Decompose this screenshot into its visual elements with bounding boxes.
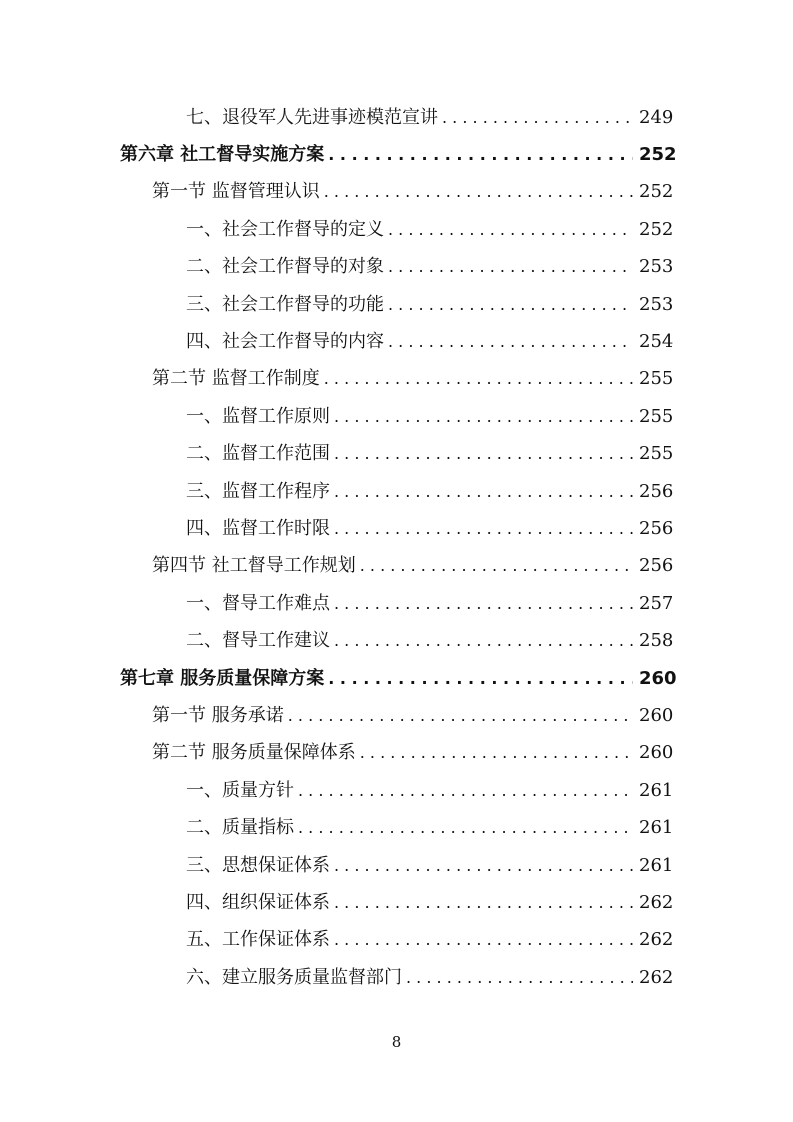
- toc-entry-title: 第二节 监督工作制度: [152, 368, 320, 390]
- toc-entry-title: 第四节 社工督导工作规划: [152, 555, 356, 577]
- toc-entry-title: 二、督导工作建议: [186, 630, 330, 652]
- toc-entry-page: 256: [639, 480, 674, 502]
- toc-entry[interactable]: [0, 585, 793, 622]
- toc-entry-page: 255: [639, 443, 674, 465]
- toc-entry-page: 262: [639, 891, 674, 913]
- toc-entry-title: 一、质量方针: [186, 779, 294, 801]
- toc-entry-page: 260: [639, 742, 674, 764]
- toc-entry-page: 261: [639, 854, 674, 876]
- toc-entry[interactable]: [0, 249, 793, 286]
- toc-section[interactable]: [0, 361, 793, 398]
- dot-leader: [360, 558, 633, 574]
- toc-entry-page: 255: [639, 405, 674, 427]
- toc-entry[interactable]: [0, 323, 793, 360]
- toc-entry[interactable]: [0, 809, 793, 846]
- toc-entry[interactable]: [0, 99, 793, 136]
- dot-leader: [288, 708, 633, 724]
- dot-leader: [334, 895, 633, 911]
- toc-entry-title: 三、思想保证体系: [186, 854, 330, 876]
- dot-leader: [298, 820, 633, 836]
- toc-entry-title: 第六章 社工督导实施方案: [120, 144, 325, 166]
- dot-leader: [298, 783, 633, 799]
- toc-entry-page: 260: [639, 704, 674, 726]
- toc-entry[interactable]: [0, 622, 793, 659]
- dot-leader: [334, 521, 633, 537]
- toc-entry-page: 260: [639, 667, 677, 689]
- dot-leader: [388, 297, 633, 313]
- toc-entry-page: 258: [639, 630, 674, 652]
- dot-leader: [388, 222, 633, 238]
- dot-leader: [442, 110, 633, 126]
- toc-entry-page: 253: [639, 256, 674, 278]
- toc-entry-page: 262: [639, 929, 674, 951]
- toc-entry-title: 第七章 服务质量保障方案: [120, 667, 325, 689]
- toc-entry[interactable]: [0, 510, 793, 547]
- toc-entry-page: 256: [639, 555, 674, 577]
- toc-entry-page: 257: [639, 592, 674, 614]
- dot-leader: [360, 745, 633, 761]
- toc-entry[interactable]: [0, 436, 793, 473]
- toc-entry[interactable]: [0, 922, 793, 959]
- dot-leader: [328, 147, 633, 163]
- dot-leader: [406, 970, 633, 986]
- page-number: 8: [391, 1033, 402, 1051]
- toc-entry-title: 第一节 监督管理认识: [152, 181, 320, 203]
- toc-entry[interactable]: [0, 398, 793, 435]
- toc-entry[interactable]: [0, 959, 793, 996]
- toc-entry-page: 255: [639, 368, 674, 390]
- toc-entry[interactable]: [0, 473, 793, 510]
- toc-entry-title: 四、监督工作时限: [186, 517, 330, 539]
- toc-chapter[interactable]: [0, 660, 793, 697]
- dot-leader: [334, 409, 633, 425]
- toc-section[interactable]: [0, 548, 793, 585]
- toc-entry-title: 第一节 服务承诺: [152, 704, 284, 726]
- dot-leader: [334, 484, 633, 500]
- dot-leader: [324, 184, 633, 200]
- toc-section[interactable]: [0, 174, 793, 211]
- toc-entry-title: 四、组织保证体系: [186, 891, 330, 913]
- dot-leader: [334, 858, 633, 874]
- toc-entry[interactable]: [0, 847, 793, 884]
- toc-section[interactable]: [0, 697, 793, 734]
- dot-leader: [388, 334, 633, 350]
- toc-entry-title: 二、质量指标: [186, 817, 294, 839]
- toc-entry[interactable]: [0, 884, 793, 921]
- dot-leader: [328, 671, 633, 687]
- toc-entry-page: 256: [639, 517, 674, 539]
- toc-entry-page: 253: [639, 293, 674, 315]
- dot-leader: [324, 371, 633, 387]
- toc-entry-title: 二、监督工作范围: [186, 443, 330, 465]
- dot-leader: [334, 932, 633, 948]
- toc-entry-title: 六、建立服务质量监督部门: [186, 966, 402, 988]
- toc-entry-page: 254: [639, 331, 674, 353]
- toc-entry-title: 三、监督工作程序: [186, 480, 330, 502]
- table-of-contents: [0, 99, 793, 996]
- toc-entry-title: 一、监督工作原则: [186, 405, 330, 427]
- toc-entry-page: 252: [639, 144, 677, 166]
- dot-leader: [388, 259, 633, 275]
- dot-leader: [334, 633, 633, 649]
- toc-entry-page: 262: [639, 966, 674, 988]
- toc-entry-title: 一、社会工作督导的定义: [186, 218, 384, 240]
- toc-chapter[interactable]: [0, 136, 793, 173]
- toc-entry-title: 一、督导工作难点: [186, 592, 330, 614]
- toc-section[interactable]: [0, 735, 793, 772]
- dot-leader: [334, 596, 633, 612]
- toc-entry-page: 261: [639, 779, 674, 801]
- toc-entry-page: 249: [639, 106, 674, 128]
- toc-entry[interactable]: [0, 772, 793, 809]
- toc-entry-page: 261: [639, 817, 674, 839]
- toc-entry-page: 252: [639, 218, 674, 240]
- toc-entry-page: 252: [639, 181, 674, 203]
- toc-entry-title: 七、退役军人先进事迹模范宣讲: [186, 106, 438, 128]
- toc-entry-title: 五、工作保证体系: [186, 929, 330, 951]
- toc-entry-title: 二、社会工作督导的对象: [186, 256, 384, 278]
- toc-entry-title: 四、社会工作督导的内容: [186, 331, 384, 353]
- toc-entry-title: 第二节 服务质量保障体系: [152, 742, 356, 764]
- toc-entry-title: 三、社会工作督导的功能: [186, 293, 384, 315]
- toc-entry[interactable]: [0, 211, 793, 248]
- dot-leader: [334, 446, 633, 462]
- toc-entry[interactable]: [0, 286, 793, 323]
